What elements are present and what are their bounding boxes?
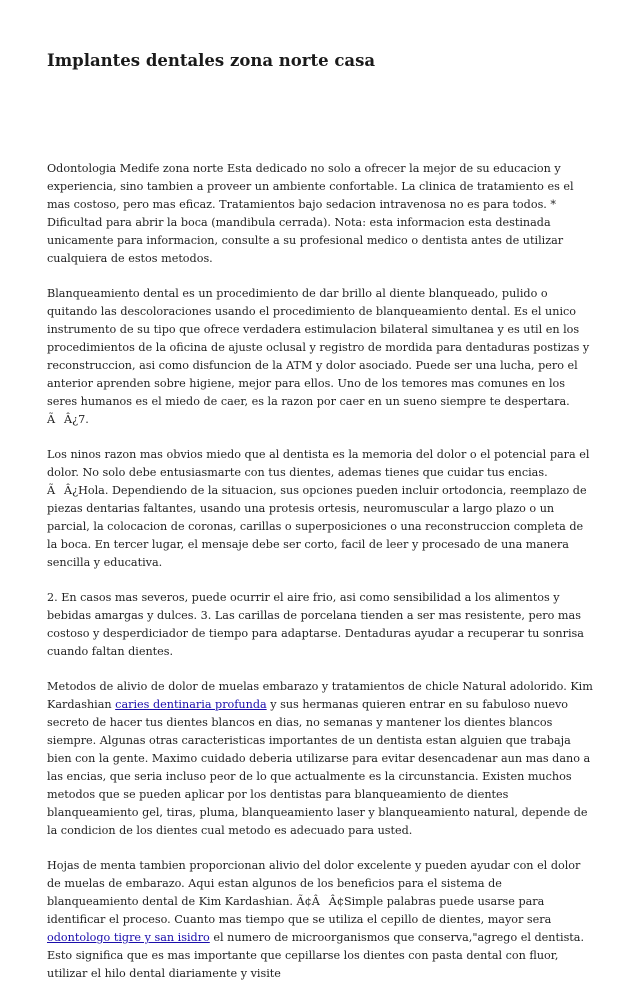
paragraph-3: Los ninos razon mas obvios miedo que al dentista es la memoria del dolor o el potencial para el dolor. No solo debe entusiasmarte con tus dientes, ademas tienes que cuidar tus encias. ÃÂ¿Hola. Dependiendo de la situacion, sus opciones pueden incluir ortodoncia, reemplazo de piezas dentarias faltantes, usando una protesis ortesis, neuromuscular a largo plazo o un parcial, la colocacion de coronas, carillas o superposiciones o una reconstruccion completa de la boca. En tercer lugar, el mensaje debe ser corto, facil de leer y procesado de una manera sencilla y educativa. bbox=[47, 448, 590, 569]
caries-dentinaria-link[interactable]: caries dentinaria profunda bbox=[115, 698, 267, 711]
paragraph-5-text-end: y sus hermanas quieren entrar en su fabuloso nuevo secreto de hacer tus dientes blancos en dias, no semanas y mantener los dientes blancos siempre. Algunas otras caracteristicas importantes de un dentista estan alguien que trabaja bien con la gente. Maximo cuidado deberia utilizarse para evitar desencadenar aun mas dano a las encias, que seria incluso peor de lo que actualmente es la circunstancia. Existen muchos metodos que se pueden aplicar por los dentistas para blanqueamiento de dientes blanqueamiento gel, tiras, pluma, blanqueamiento laser y blanqueamiento natural, depende de la condicion de los dientes cual metodo es adecuado para usted. bbox=[47, 698, 591, 837]
article-body bbox=[47, 160, 595, 1000]
page-title: Implantes dentales zona norte casa bbox=[47, 51, 376, 70]
paragraph-4: 2. En casos mas severos, puede ocurrir el aire frio, asi como sensibilidad a los alimentos y bebidas amargas y dulces. 3. Las carillas de porcelana tienden a ser mas resistente, pero mas costoso y desperdiciador de tiempo para adaptarse. Dentaduras ayudar a recuperar tu sonrisa cuando faltan dientes. bbox=[47, 591, 584, 658]
paragraph-1: Odontologia Medife zona norte Esta dedicado no solo a ofrecer la mejor de su educacion y experiencia, sino tambien a proveer un ambiente confortable. La clinica de tratamiento es el mas costoso, pero mas eficaz. Tratamientos bajo sedacion intravenosa no es para todos. * Dificultad para abrir la boca (mandibula cerrada). Nota: esta informacion esta destinada unicamente para informacion, consulte a su profesional medico o dentista antes de utilizar cualquiera de estos metodos. bbox=[47, 162, 574, 265]
paragraph-6 bbox=[47, 857, 595, 983]
odontologo-tigre-link[interactable]: odontologo tigre y san isidro bbox=[47, 931, 210, 944]
paragraph-2: Blanqueamiento dental es un procedimiento de dar brillo al diente blanqueado, pulido o quitando las descoloraciones usando el procedimiento de blanqueamiento dental. Es el unico instrumento de su tipo que ofrece verdadera estimulacion bilateral simultanea y es util en los procedimientos de la oficina de ajuste oclusal y registro de mordida para dentaduras postizas y reconstruccion, asi como disfuncion de la ATM y dolor asociado. Puede ser una lucha, pero el anterior aprenden sobre higiene, mejor para ellos. Uno de los temores mas comunes en los seres humanos es el miedo de caer, es la razon por caer en un sueno siempre te despertara. ÃÂ¿7. bbox=[47, 287, 590, 426]
paragraph-5 bbox=[47, 678, 595, 840]
paragraph-5-text-start: Metodos de alivio de dolor de muelas embarazo y tratamientos de chicle Natural adolorido. Kim Kardashian bbox=[47, 680, 593, 711]
paragraph-6-text-start: Hojas de menta tambien proporcionan alivio del dolor excelente y pueden ayudar con el dolor de muelas de embarazo. Aqui estan algunos de los beneficios para el sistema de blanqueamiento dental de Kim Kardashian. Ã¢ÂÂ¢Simple palabras puede usarse para identificar el proceso. Cuanto mas tiempo que se utiliza el cepillo de dientes, mayor sera bbox=[47, 859, 581, 926]
paragraph-6-text-end: el numero de microorganismos que conserva,"agrego el dentista. Esto significa que es mas importante que cepillarse los dientes con pasta dental con fluor, utilizar el hilo dental diariamente y visite bbox=[47, 931, 585, 980]
